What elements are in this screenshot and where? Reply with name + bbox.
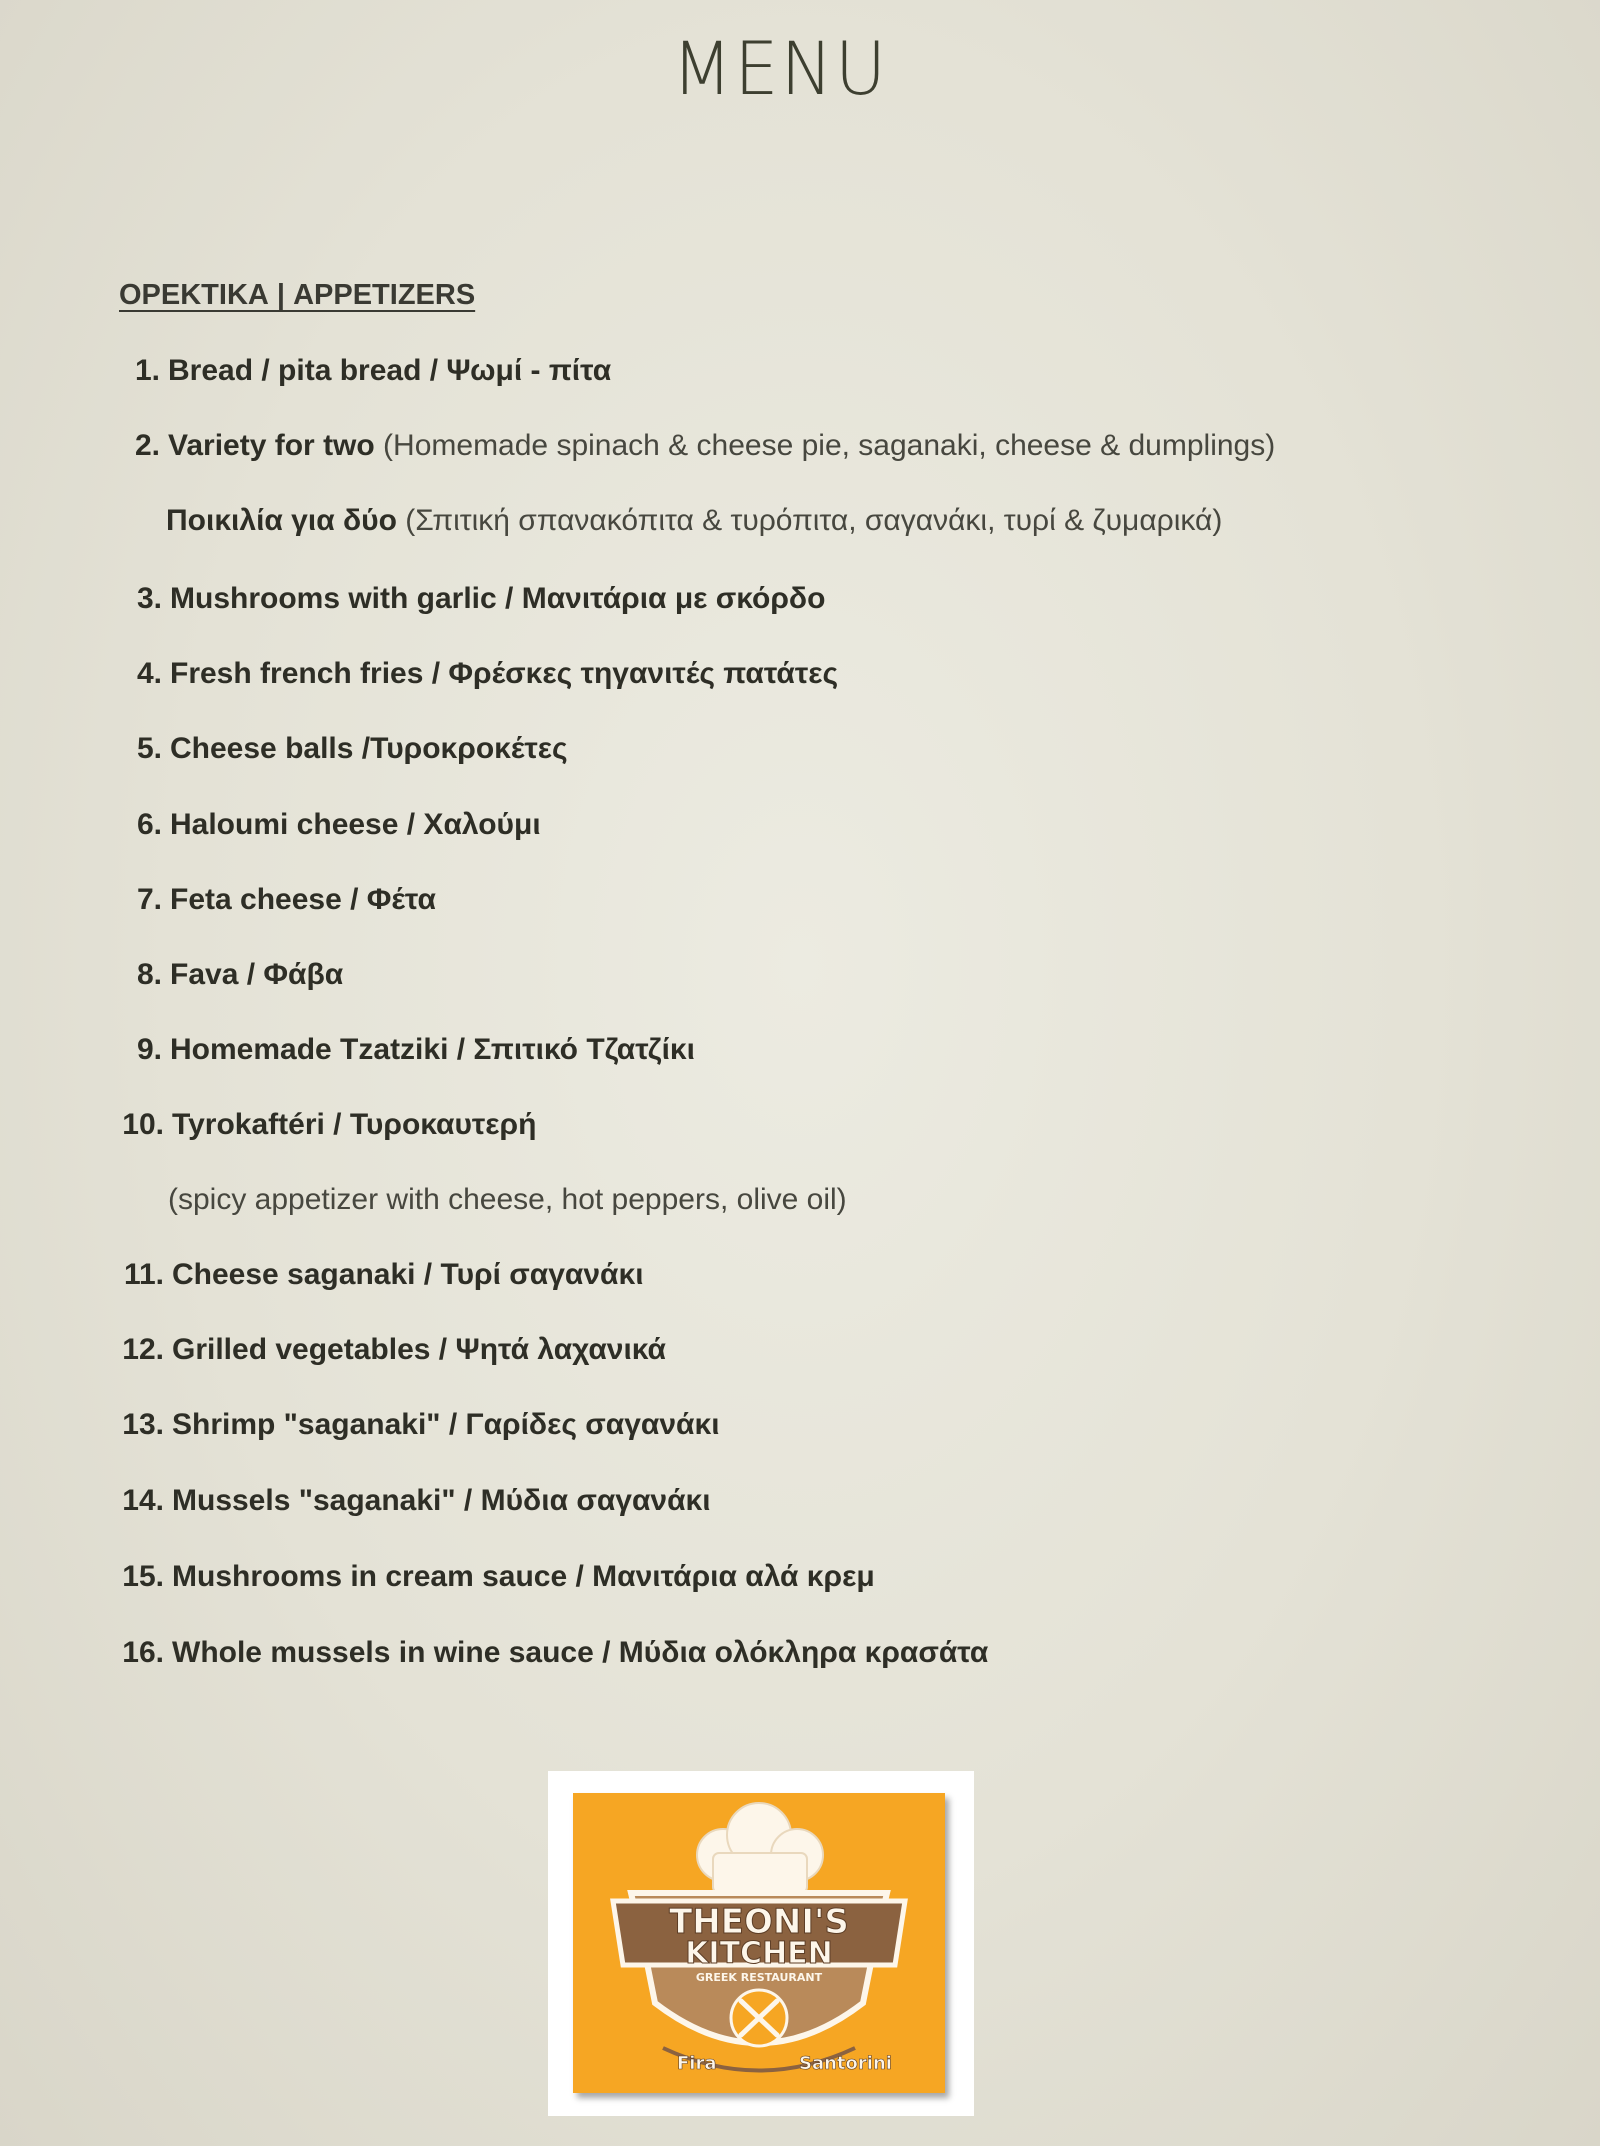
- logo-badge: [573, 1793, 945, 2093]
- item-name: Variety for two: [168, 429, 375, 462]
- item-number: 5.: [136, 732, 162, 765]
- item-name: Mushrooms with garlic / Μανιτάρια με σκόρδο: [170, 582, 826, 615]
- item-number: 9.: [136, 1033, 162, 1066]
- item-number: 1.: [134, 354, 160, 387]
- item-description: (spicy appetizer with cheese, hot peppers, olive oil): [168, 1183, 847, 1216]
- item-number: 7.: [136, 883, 162, 916]
- item-number: 13.: [122, 1408, 164, 1441]
- item-description: (Σπιτική σπανακόπιτα & τυρόπιτα, σαγανάκι, τυρί & ζυμαρικά): [396, 504, 1223, 537]
- item-name: Tyrokaftéri / Τυροκαυτερή: [172, 1108, 537, 1141]
- item-description: (Homemade spinach & cheese pie, saganaki, cheese & dumplings): [374, 429, 1276, 462]
- item-name: Cheese balls /Τυροκροκέτες: [170, 732, 568, 765]
- item-number: 4.: [136, 657, 162, 690]
- item-name: Mushrooms in cream sauce / Μανιτάρια αλά κρεμ: [172, 1560, 875, 1593]
- item-number: 10.: [122, 1108, 164, 1141]
- item-name: Cheese saganaki / Τυρί σαγανάκι: [172, 1258, 644, 1291]
- logo-left: Fira: [677, 2053, 717, 2074]
- logo-line2: KITCHEN: [685, 1936, 833, 1971]
- item-name: Ποικιλία για δύο: [166, 504, 397, 537]
- item-name: Mussels "saganaki" / Μύδια σαγανάκι: [172, 1484, 711, 1517]
- item-number: 6.: [136, 808, 162, 841]
- item-number: 12.: [122, 1333, 164, 1366]
- section-heading: ΟΡΕΚΤΙΚΑ | APPETIZERS: [119, 279, 476, 311]
- item-name: Shrimp "saganaki" / Γαρίδες σαγανάκι: [172, 1408, 720, 1441]
- item-number: 14.: [122, 1484, 164, 1517]
- cutlery-icon: [731, 1990, 787, 2046]
- restaurant-logo: [548, 1771, 974, 2116]
- logo-emblem-icon: [573, 1793, 945, 2093]
- item-name: Bread / pita bread / Ψωμί - πίτα: [168, 354, 612, 387]
- item-name: Homemade Tzatziki / Σπιτικό Τζατζίκι: [170, 1033, 695, 1066]
- item-number: 11.: [123, 1258, 164, 1291]
- logo-line3: GREEK RESTAURANT: [695, 1971, 823, 1984]
- item-number: 15.: [122, 1560, 164, 1593]
- item-number: 16.: [122, 1636, 164, 1669]
- logo-line1: THEONI'S: [669, 1902, 849, 1942]
- item-number: 3.: [136, 582, 162, 615]
- page-title: MENU: [671, 25, 889, 113]
- item-name: Fava / Φάβα: [170, 958, 344, 991]
- chef-hat-icon: [697, 1803, 823, 1893]
- item-name: Haloumi cheese / Χαλούμι: [170, 808, 541, 841]
- item-number: 8.: [136, 958, 162, 991]
- item-number: 2.: [134, 429, 160, 462]
- item-name: Grilled vegetables / Ψητά λαχανικά: [172, 1333, 666, 1366]
- item-name: Feta cheese / Φέτα: [170, 883, 436, 916]
- item-name: Fresh french fries / Φρέσκες τηγανιτές πατάτες: [170, 657, 839, 690]
- logo-right: Santorini: [799, 2053, 892, 2074]
- item-name: Whole mussels in wine sauce / Μύδια ολόκληρα κρασάτα: [172, 1636, 989, 1669]
